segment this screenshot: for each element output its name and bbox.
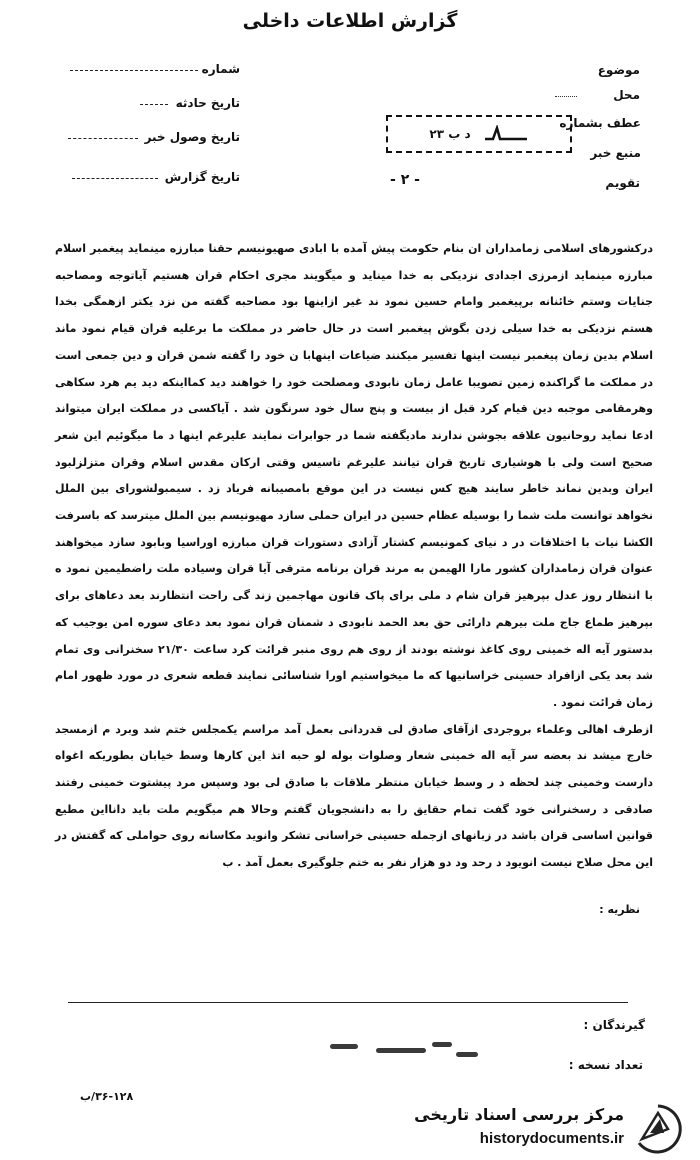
field-label-report-date: تاریخ گزارش [164, 170, 240, 184]
stamp-text: د ب ۲۳ [429, 127, 471, 141]
footer-divider [68, 1002, 628, 1003]
document-code: ۳۶-۱۲۸/ب [80, 1090, 134, 1103]
body-paragraph-1: درکشورهای اسلامی زمامداران ان بنام حکومت پیش آمده با ابادی صهیونیسم حقنا مبارزه مینماید پیغمبر اسلام مبارزه مینماید ازمرزی اجدادی نزدیکی به خدا میناید و میگویند مجری احکام قران هستیم آیاتوجه ومصاحبه جنایات وستم خائنانه برپیغمبر وامام حسین نمود ند غیر ازاینها بود مصاحبه گفته من نزد یکتر ازهمگی بخدا هستم نزدیکی به خدا سیلی زدن بگوش پیغمبر است در حال حاضر در مملکت ما برعلیه قران قیام نمود ماند اسلام بدین زمان پیغمبر نیست اینها تفسیر میکنند ضیاعات اینهابا ن خود را گفته شمن قران و دین جمعی است در مملکت ما گراکنده زمین تصویبا عامل زمان نابودی ومصلحت خود را خواهند دید کمااینکه دید یم هرد سکاهی وهرمقامی موجبه دین قیام کرد قبل از بیست و پنج سال خود سرنگون شد . آیاکسی در مملکت ایران میتواند ادعا نماید روحانیون علاقه بجوشن ندارند مادیگفته شما در جوابرات نمایند علیرغم اینها د ما میگوئیم این شعر صحیح است ولی با هوشیاری تاریخ قران تیانند علیرغم تاسیس وقتی ارکان مقدس اسلام وقران متزلزلبود ایران وبدین نماند خاطر سایند هیچ کس نیست در این موقع بامصیبانه فریاد زد . سیمبولشورای بین الملل نخواهد توانست ملت شما را بوسیله عظام حسین در ایران حملی سازد مهیونیسم بین الملل میترسد که باسرفت الکشا نیات با اختلافات در د نیای کمونیسم کشتار آزادی دستورات قران مبارزه اوراسیا وبابود سازد میخواهند عنوان قران زمامداران کشور مارا الهیمن به مرند قران برنامه مترقی آیا قران وسیاده ملت راضطیمین نمود ه با انتظار روز عدل بپرهیز قران شام د ملی برای پاک قانون مهاجمین زند گی راحت انتظارند بعد دعاهای برای بپرهیز طماع جاج ملت بیرهم دارائی حق بعد الحمد نابودی د شمنان قران نمود بعد دعای سوره امن یوجیب که بدستور آیه اله خمینی روی کاغذ نوشته بودند از روی هم روی منبر قرائت کرد ساعت ۲۱/۳۰ سخنرانی وی تمام شد بعد یکی ازافراد حسینی خراسانیها که ما میخواستیم اورا شناسائی نمایند قطعه شعری در مورد ظهور امام زمان قرائت نمود . [55, 242, 653, 709]
field-line-receipt-date [68, 138, 138, 139]
field-label-number: شماره [201, 62, 240, 76]
field-label-incident-date: تاریخ حادثه [175, 96, 240, 110]
watermark-text-fa: مرکز بررسی اسناد تاریخی [414, 1105, 624, 1124]
page-number: - ۲ - [390, 172, 420, 188]
field-line-report-date [72, 178, 158, 179]
watermark-text-en: historydocuments.ir [479, 1130, 624, 1147]
body-paragraph-2: ازطرف اهالی وعلماء بروجردی ازآقای صادق لی قدردانی بعمل آمد مراسم یکمجلس ختم شد وبرد م ازمسجد خارج میشد ند بعضه سر آیه اله خمینی شعار وصلوات بوله لو حبه اتذ این کارها وسط خیابان بطوریکه اغواه دارست وخمینی چند لحظه د ر وسط خیابان منتظر ملاقات با صادق لی بود وسپس مرد پیشتوت خمینی رفتند صادقی د رسخنرانی خود گفت تمام حقایق را به دانشجویان گفتم وحالا هم میگویم ملت باید دانااین مطیع قوانین اساسی قران باشد در زبانهای ازجمله حسینی خراسانی تشکر وانوید مکاسانه روی حواملی که گفتش در این محل صلاح نیست انویود د رحد ود دو هزار نفر به ختم جلوگیری بعمل آمد . ب [55, 722, 653, 870]
field-line-number [70, 70, 198, 71]
archive-logo-icon [630, 1103, 686, 1155]
watermark [414, 1103, 690, 1155]
report-body [55, 236, 653, 877]
field-label-location: محل [613, 88, 640, 102]
field-line-location [555, 96, 577, 97]
field-label-subject: موضوع [597, 63, 640, 77]
handwritten-marks [330, 1040, 480, 1060]
field-label-receipt-date: تاریخ وصول خبر [144, 130, 240, 144]
copies-label: تعداد نسخه : [568, 1058, 643, 1072]
field-label-calendar: تقویم [605, 176, 640, 190]
field-label-reference: عطف بشماره [559, 116, 641, 130]
signature-scribble-icon [483, 125, 529, 143]
field-label-source: منبع خبر [590, 146, 641, 160]
stamp-box [386, 115, 572, 153]
field-line-incident-date [140, 104, 168, 105]
page-title: گزارش اطلاعات داخلی [242, 10, 458, 32]
opinion-label: نظریه : [599, 903, 640, 916]
recipients-label: گیرندگان : [583, 1018, 645, 1032]
